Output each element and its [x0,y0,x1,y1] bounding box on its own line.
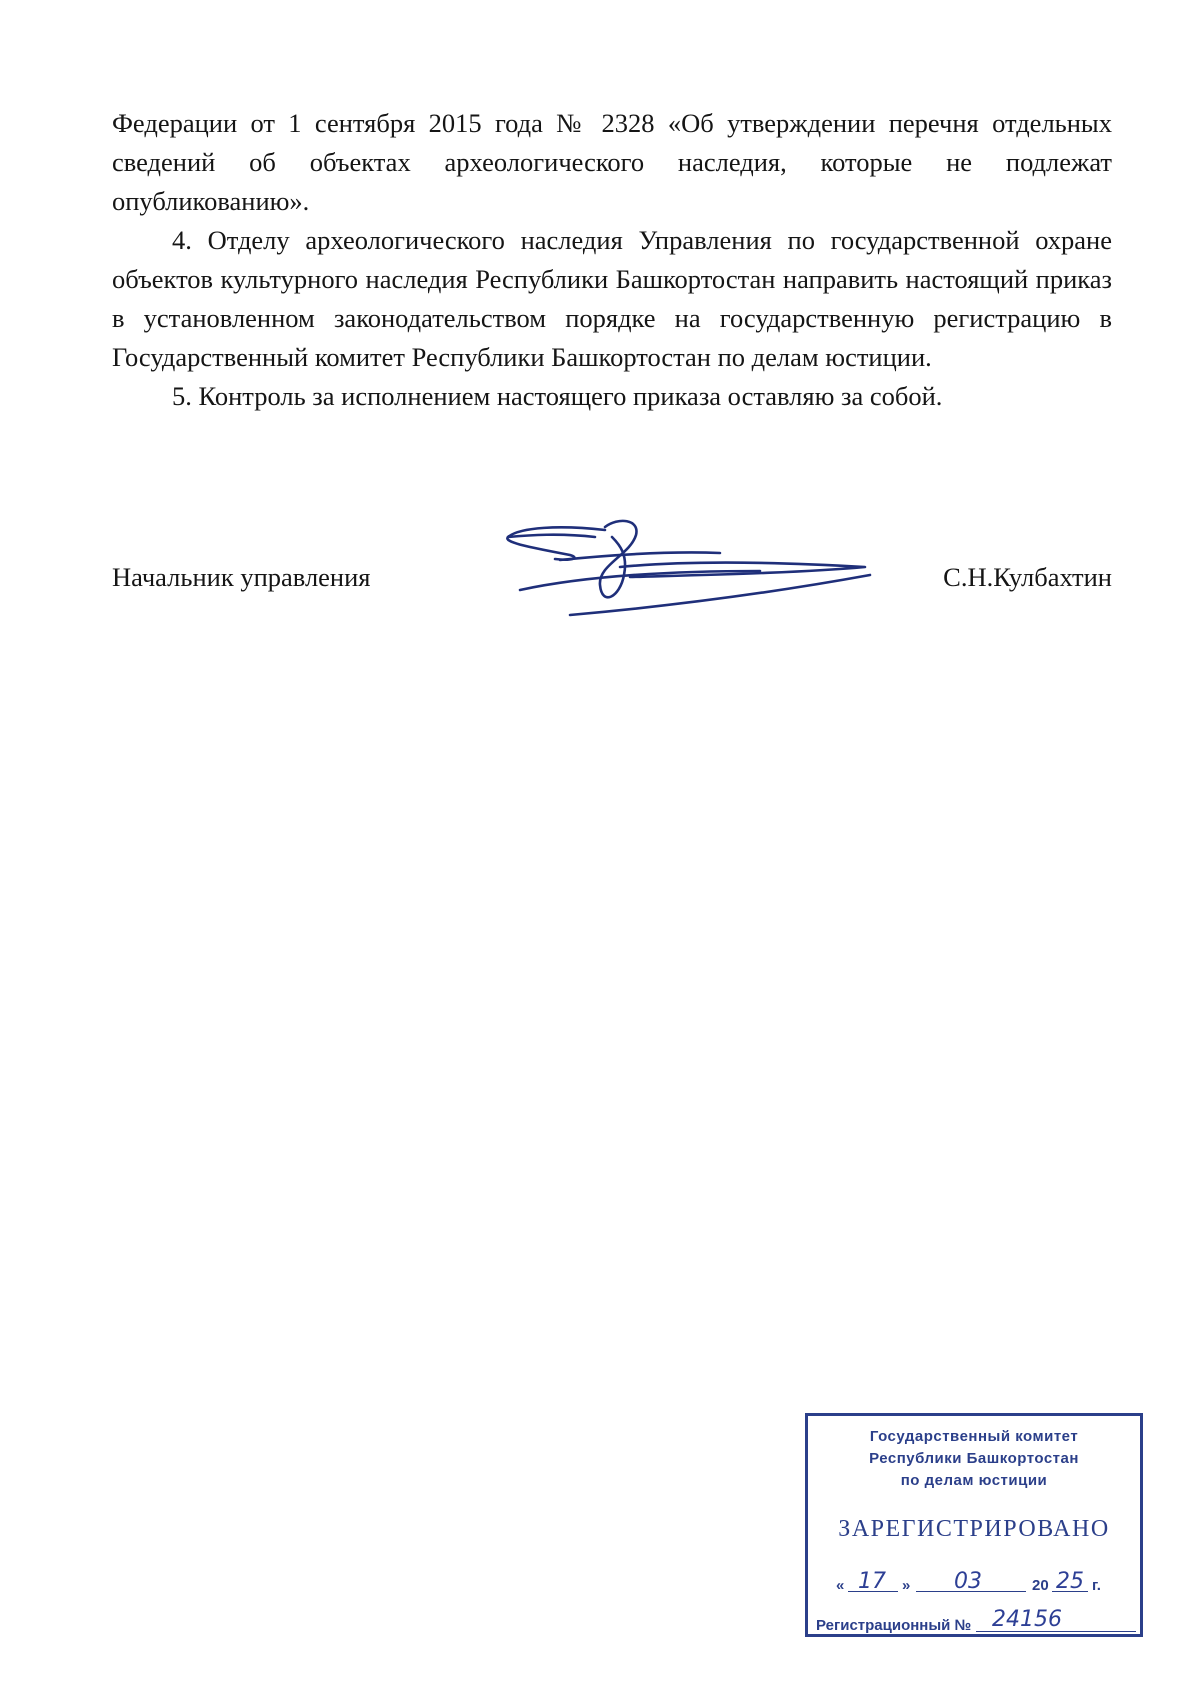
stamp-day: 17 [858,1569,886,1594]
stamp-quote-open: « [836,1577,845,1594]
stamp-org-line-3: по делам юстиции [900,1472,1048,1489]
stamp-reg-label: Регистрационный № [816,1617,972,1634]
stamp-reg-number: 24156 [992,1607,1062,1632]
stamp-year-unit: г. [1092,1577,1101,1594]
stamp-year-prefix: 20 [1032,1577,1049,1594]
signatory-position: Начальник управления [112,562,371,592]
stamp-org-line-1: Государственный комитет [869,1428,1079,1445]
stamp-registration-number [816,1608,1136,1636]
paragraph-continuation: Федерации от 1 сентября 2015 года № 2328 «Об утверждении перечня отдельных сведений об объектах археологического наследия, которые не подлежат опубликованию». [112,108,1112,216]
paragraph-item-4: 4. Отделу археологического наследия Управления по государственной охране объектов культурного наследия Республики Башкортостан направить настоящий приказ в установленном законодательством порядке на государственную регистрацию в Государственный комитет Республики Башкортостан по делам юстиции. [112,225,1112,372]
stamp-month: 03 [954,1569,982,1594]
stamp-quote-close: » [902,1577,911,1594]
signatory-name: С.Н.Кулбахтин [943,562,1112,592]
stamp-org-line-2: Республики Башкортостан [869,1450,1079,1467]
stamp-status: ЗАРЕГИСТРИРОВАНО [838,1516,1110,1542]
stamp-organization [808,1426,1140,1492]
signature-block [112,558,1112,597]
paragraph-item-5: 5. Контроль за исполнением настоящего приказа оставляю за собой. [172,381,943,411]
document-body [112,104,1112,416]
stamp-date [836,1566,1126,1596]
stamp-year-suffix: 25 [1056,1569,1084,1594]
registration-stamp [805,1413,1143,1637]
